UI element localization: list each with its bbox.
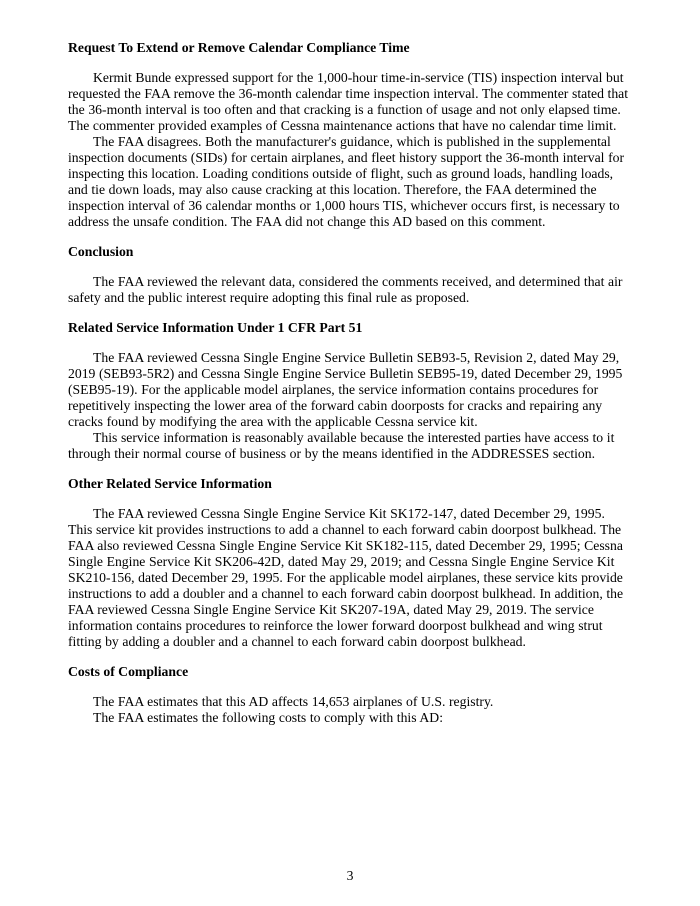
paragraph: The FAA reviewed Cessna Single Engine Service Bulletin SEB93-5, Revision 2, dated May 29, 2019 (SEB93-5R2) and Cessna Single Engine Service Bulletin SEB95-19, dated December 29, 1995 (SEB95-19). For the applicable model airplanes, the service information contains procedures for repetitively inspecting the lower area of the forward cabin doorposts for cracks and repairing any cracks found by modifying the area with the applicable Cessna service kit. <box>68 350 623 429</box>
section-request-to-extend <box>68 40 632 230</box>
section-other-related-service-information <box>68 476 632 650</box>
section-heading-other-related-service-information: Other Related Service Information <box>68 476 272 491</box>
paragraph: The FAA reviewed Cessna Single Engine Service Kit SK172-147, dated December 29, 1995. This service kit provides instructions to add a channel to each forward cabin doorpost bulkhead. The FAA also reviewed Cessna Single Engine Service Kit SK182-115, dated December 29, 1995; Cessna Single Engine Service Kit SK206-42D, dated May 29, 2019; and Cessna Single Engine Service Kit SK210-156, dated December 29, 1995. For the applicable model airplanes, these service kits provide instructions to add a doubler and a channel to each forward cabin doorpost bulkhead. In addition, the FAA reviewed Cessna Single Engine Service Kit SK207-19A, dated May 29, 2019. The service information contains procedures to reinforce the lower forward doorpost bulkhead and wing strut fitting by adding a doubler and a channel to each forward cabin doorpost bulkhead. <box>68 506 624 649</box>
paragraph: The FAA estimates that this AD affects 14,653 airplanes of U.S. registry. <box>93 694 494 709</box>
paragraph: This service information is reasonably available because the interested parties have access to it through their normal course of business or by the means identified in the ADDRESSES section. <box>68 430 615 461</box>
section-heading-related-service-information: Related Service Information Under 1 CFR Part 51 <box>68 320 363 335</box>
page-number: 3 <box>346 868 354 883</box>
section-heading-request-to-extend: Request To Extend or Remove Calendar Compliance Time <box>68 40 410 55</box>
section-heading-costs-of-compliance: Costs of Compliance <box>68 664 189 679</box>
paragraph: The FAA reviewed the relevant data, considered the comments received, and determined that air safety and the public interest require adopting this final rule as proposed. <box>68 274 623 305</box>
paragraph: Kermit Bunde expressed support for the 1,000-hour time-in-service (TIS) inspection interval but requested the FAA remove the 36-month calendar time inspection interval. The commenter stated that the 36-month interval is too often and that cracking is a function of usage and not only elapsed time. The commenter provided examples of Cessna maintenance actions that have no calendar time limit. <box>68 70 629 133</box>
paragraph: The FAA disagrees. Both the manufacturer's guidance, which is published in the supplemental inspection documents (SIDs) for certain airplanes, and fleet history support the 36-month interval for inspecting this location. Loading conditions outside of flight, such as ground loads, handling loads, and tie down loads, may also cause cracking at this location. Therefore, the FAA determined the inspection interval of 36 calendar months or 1,000 hours TIS, whichever occurs first, is necessary to address the unsafe condition. The FAA did not change this AD based on this comment. <box>68 134 625 229</box>
page-footer <box>0 868 700 884</box>
section-costs-of-compliance <box>68 664 632 726</box>
section-conclusion <box>68 244 632 306</box>
paragraph: The FAA estimates the following costs to comply with this AD: <box>93 710 443 725</box>
section-heading-conclusion: Conclusion <box>68 244 134 259</box>
section-related-service-information <box>68 320 632 462</box>
